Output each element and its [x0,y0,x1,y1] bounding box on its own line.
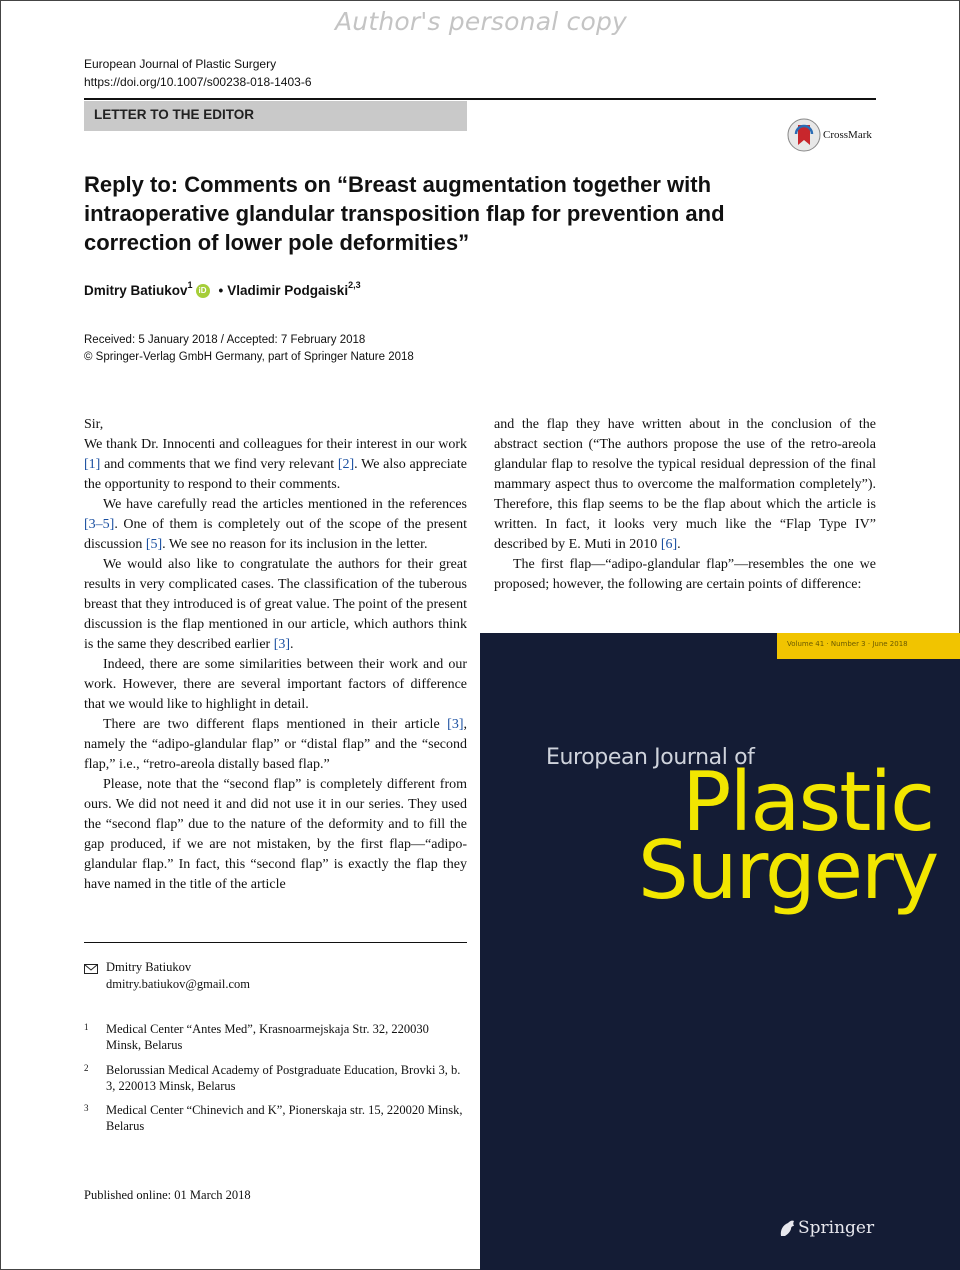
crossmark-badge[interactable] [787,118,872,152]
watermark: Author's personal copy [334,7,628,36]
springer-horse-icon [776,1217,798,1239]
journal-header [84,55,312,91]
paragraph: We thank Dr. Innocenti and colleagues for their interest in our work [1] and comments that we find very relevant [2]. We also appreciate the opportunity to respond to their comments. [84,437,467,492]
reference-link[interactable]: [2] [337,457,355,472]
crossmark-label: CrossMark [823,129,872,141]
affiliation-text: Belorussian Medical Academy of Postgraduate Education, Brovki 3, b. 3, 220013 Minsk, Belarus [106,1063,461,1093]
reference-link[interactable]: [1] [84,457,101,472]
author-separator: • [218,283,224,298]
affiliation [84,1021,467,1053]
cover-issue-strip [777,633,960,659]
footnote-rule [84,942,467,943]
affiliation-number: 3 [84,1103,89,1113]
reference-link[interactable]: [3] [273,637,291,652]
reference-link[interactable]: [3] [447,717,464,732]
cover-issue-text: Volume 41 · Number 3 · June 2018 [787,640,908,648]
springer-logo [776,1217,874,1239]
paragraph: Please, note that the “second flap” is completely different from ours. We did not need it and did not use it in our series. They used the “second flap” due to the nature of the deformity and to fill the gap produced, if we are not mistaken, by the first flap—“adipo-glandular flap.” In fact, this “second flap” is exactly the flap they have named in the title of the article [84,777,467,892]
journal-cover-image [480,633,960,1270]
cover-journal-line: European Journal of [546,745,755,770]
author-affiliation-number: 1 [187,279,193,290]
corresponding-author-name: Dmitry Batiukov [106,960,192,974]
copyright-line: © Springer-Verlag GmbH Germany, part of Springer Nature 2018 [84,351,414,363]
body-column-left [84,415,467,895]
reference-link[interactable]: [5] [145,537,163,552]
article-dates [84,332,414,366]
salutation: Sir, [84,417,104,432]
author-name[interactable]: Dmitry Batiukov [84,283,188,298]
crossmark-icon [787,118,821,152]
affiliation-text: Medical Center “Chinevich and K”, Pionerskaja str. 15, 220020 Minsk, Belarus [106,1103,463,1133]
category-label: LETTER TO THE EDITOR [84,101,467,131]
paragraph: We would also like to congratulate the authors for their great results in very complicated cases. The classification of the tuberous breast that they introduced is of great value. The point of the present discussion is the flap mentioned in our article, which authors think is the same they described earlier [3]. [84,557,467,652]
paragraph: Indeed, there are some similarities between their work and our work. However, there are several important factors of difference that we would like to highlight in detail. [84,657,467,712]
corresponding-author [84,959,250,993]
received-accepted-dates: Received: 5 January 2018 / Accepted: 7 February 2018 [84,334,366,346]
doi-link[interactable]: https://doi.org/10.1007/s00238-018-1403-6 [84,75,312,89]
affiliation-number: 1 [84,1022,89,1032]
article-title: Reply to: Comments on “Breast augmentation together with intraoperative glandular transposition flap for prevention and correction of lower pole deformities” [84,172,725,255]
reference-link[interactable]: [6] [660,537,678,552]
paragraph: We have carefully read the articles mentioned in the references [3–5]. One of them is completely out of the scope of the present discussion [5]. We see no reason for its inclusion in the letter. [84,497,467,552]
published-date: Published online: 01 March 2018 [84,1188,251,1202]
paragraph: and the flap they have written about in the conclusion of the abstract section (“The authors propose the use of the retro-areola glandular flap to resolve the typical residual depression of the final mammary aspect thus to overcome the malformation completely”). Therefore, this flap seems to be the flap about which the article is written. In fact, it looks very much like the “Flap Type IV” described by E. Muti in 2010 [6]. [494,417,876,552]
journal-name: European Journal of Plastic Surgery [84,57,277,71]
author-list [84,279,361,298]
cover-title-surgery: Surgery [638,824,938,917]
affiliation-text: Medical Center “Antes Med”, Krasnoarmejskaja Str. 32, 220030 Minsk, Belarus [106,1022,429,1052]
paragraph: There are two different flaps mentioned in their article [3], namely the “adipo-glandular flap” or “distal flap” and the “second flap,” i.e., “retro-areola distally based flap.” [84,717,467,772]
corresponding-author-email[interactable]: dmitry.batiukov@gmail.com [106,977,251,991]
author-affiliation-number: 2,3 [348,279,361,290]
affiliation-number: 2 [84,1063,89,1073]
paragraph: The first flap—“adipo-glandular flap”—resembles the one we proposed; however, the following are certain points of difference: [494,557,876,592]
reference-link[interactable]: [3–5] [84,517,115,532]
header-rule [84,98,876,100]
envelope-icon [84,959,106,993]
affiliation [84,1102,467,1134]
affiliation [84,1062,467,1094]
body-column-right [494,415,876,595]
cover-title-plastic: Plastic [682,755,934,850]
springer-wordmark: Springer [798,1218,875,1238]
orcid-icon[interactable]: iD [196,284,210,298]
author-name[interactable]: Vladimir Podgaiski [227,283,349,298]
